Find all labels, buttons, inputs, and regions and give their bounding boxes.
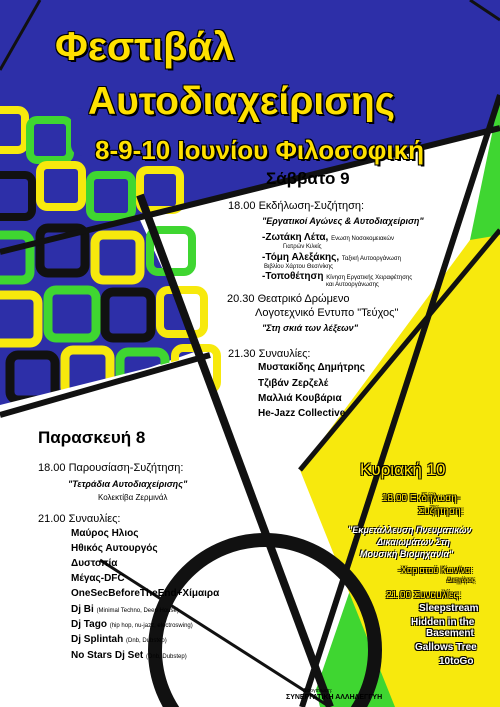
sunday-title-3: Μουσική Βιομηχανία" xyxy=(360,549,454,559)
sunday-band-3: Gallows Tree xyxy=(415,642,477,653)
dj-1-name: Dj Bi xyxy=(71,604,94,615)
saturday-heading: Σάββατο 9 xyxy=(266,169,350,188)
dj-3-name: Dj Splintah xyxy=(71,634,124,645)
sunday-title-2: Δικαιωμάτων Στη xyxy=(377,537,450,547)
sunday-band-2a: Hidden in the xyxy=(411,617,475,628)
friday-band-2: Ηθικός Αυτουργός xyxy=(71,543,158,554)
friday-dj-1 xyxy=(71,604,179,615)
dj-4-name: No Stars Dj Set xyxy=(71,650,144,661)
sunday-band-2b: Basement xyxy=(426,628,474,639)
speaker-3-org2: και Αυτοοργάνωσης xyxy=(326,282,379,288)
friday-event1-by: Κολεκτίβα Ζερμινάλ xyxy=(98,493,168,502)
speaker-2-org2: Βιβλίου Χάρτου Θεσ/νίκης xyxy=(264,264,334,270)
friday-band-5: OneSecBeforeTheEnd+Χίμαιρα xyxy=(71,588,220,599)
speaker-2-org: Ταξική Αυτοοργάνωση xyxy=(341,256,401,262)
saturday-event2-line1: 20.30 Θεατρικό Δρώμενο xyxy=(227,293,350,305)
title-line-1: Φεστιβάλ xyxy=(55,25,235,69)
sunday-band-4: 10toGo xyxy=(439,656,474,667)
saturday-event1-title: "Εργατικοί Αγώνες & Αυτοδιαχείριση" xyxy=(262,216,424,226)
title-line-2: Αυτοδιαχείρισης xyxy=(88,80,396,123)
saturday-band-2: Τζιβάν Ζερζελέ xyxy=(258,378,329,389)
speaker-3-org: Κίνηση Εργατικής Χειραφέτησης xyxy=(326,275,413,281)
sunday-event1-time-2: Συζήτηση: xyxy=(418,506,464,517)
friday-band-1: Μαύρος Ηλιος xyxy=(71,528,139,539)
sunday-speaker-role: Δικηγόρος xyxy=(447,578,475,584)
sunday-event1-time: 18.00 Εκδήλωση- xyxy=(382,493,461,504)
friday-event1-time: 18.00 Παρουσίαση-Συζήτηση: xyxy=(38,462,184,474)
dj-1-genre: (Minimal Techno, Deep House) xyxy=(96,608,179,614)
saturday-band-3: Μαλλιά Κουβάρια xyxy=(258,393,342,404)
dj-3-genre: (Dnb, Dubstep) xyxy=(126,638,167,644)
speaker-1-org2: Γιατρών Κιλκίς xyxy=(283,244,322,250)
friday-dj-2 xyxy=(71,619,193,630)
title-line-3: 8-9-10 Ιουνίου Φιλοσοφική xyxy=(95,135,424,165)
dj-2-name: Dj Tago xyxy=(71,619,107,630)
saturday-event2-title: "Στη σκιά των λέξεων" xyxy=(262,323,358,333)
saturday-speaker-1 xyxy=(262,232,394,243)
speaker-2-name: -Τόμη Αλεξάκης, xyxy=(262,252,340,263)
friday-dj-3 xyxy=(71,634,167,645)
friday-band-3: Δυστοπία xyxy=(71,558,118,569)
dj-2-genre: (hip hop, nu-jazz, electroswing) xyxy=(109,623,193,629)
saturday-speaker-2 xyxy=(262,252,401,263)
saturday-event3-time: 21.30 Συναυλίες: xyxy=(228,348,311,360)
footer-label: Διοργάνωση: xyxy=(303,688,333,694)
footer-organizer: ΣΥΝΕΡΓΑΤΙΚΗ ΑΛΛΗΛΕΓΓΥΗ xyxy=(286,694,383,701)
sunday-heading: Κυριακή 10 xyxy=(360,460,446,479)
saturday-band-4: He-Jazz Collective xyxy=(258,408,346,419)
friday-dj-4 xyxy=(71,650,187,661)
dj-4-genre: (Dnb, Dubstep) xyxy=(146,654,187,660)
speaker-1-name: -Ζωτάκη Λέτα, xyxy=(262,232,329,243)
sunday-title-1: "Εκμετάλλευση Πνευματικών xyxy=(348,525,472,535)
sunday-event2-time: 21.00 Συναυλίες: xyxy=(386,590,461,601)
saturday-speaker-3 xyxy=(262,271,412,282)
saturday-band-1: Μυστακίδης Δημήτρης xyxy=(258,362,365,373)
sunday-band-1: Sleepstream xyxy=(419,603,479,614)
speaker-1-org: Ενωση Νοσοκομειακών xyxy=(331,236,395,242)
saturday-event1-time: 18.00 Εκδήλωση-Συζήτηση: xyxy=(228,200,365,212)
friday-heading: Παρασκευή 8 xyxy=(38,428,146,447)
friday-band-4: Μέγας-DFC xyxy=(71,573,125,584)
speaker-3-name: -Τοποθέτηση xyxy=(262,271,324,282)
saturday-event2-line2: Λογοτεχνικό Εντυπο "Τεύχος" xyxy=(255,307,399,319)
friday-event2-time: 21.00 Συναυλίες: xyxy=(38,513,121,525)
sunday-speaker: -Χαριστού Κων/να: xyxy=(398,565,473,575)
friday-event1-title: "Τετράδια Αυτοδιαχείρισης" xyxy=(68,479,188,489)
